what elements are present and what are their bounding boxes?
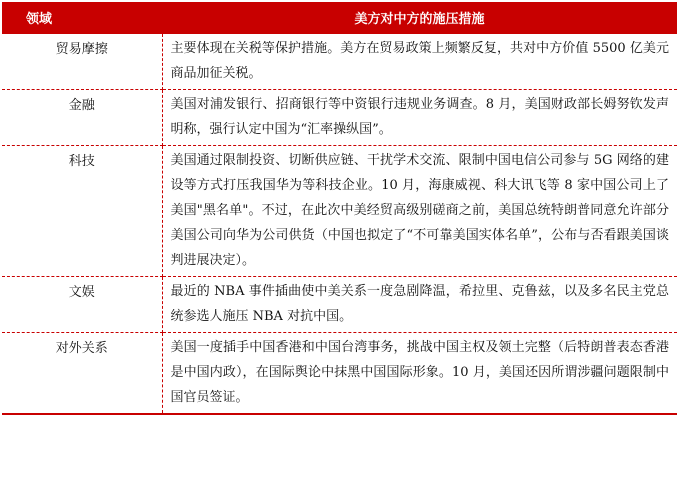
row-domain-finance: 金融: [2, 90, 162, 146]
row-measures-foreign-relations: 美国一度插手中国香港和中国台湾事务，挑战中国主权及领土完整（后特朗普表态香港是中国内政），在国际舆论中抹黑中国国际形象。10 月，美国还因所谓涉疆问题限制中国官员签证。: [162, 333, 677, 415]
pressure-measures-table: [2, 2, 677, 415]
table-row: [2, 277, 677, 333]
row-measures-trade: 主要体现在关税等保护措施。美方在贸易政策上频繁反复，共对中方价值 5500 亿美元商品加征关税。: [162, 33, 677, 90]
row-measures-tech: 美国通过限制投资、切断供应链、干扰学术交流、限制中国电信公司参与 5G 网络的建设等方式打压我国华为等科技企业。10 月，海康威视、科大讯飞等 8 家中国公司上了美国"黑名单"。不过，在此次中美经贸高级别磋商之前，美国总统特朗普同意允许部分美国公司向华为公司供货（中国也拟定了“不可靠美国实体名单”，公布与否看跟美国谈判进展决定）。: [162, 146, 677, 277]
header-measures: 美方对中方的施压措施: [162, 2, 677, 33]
row-domain-tech: 科技: [2, 146, 162, 277]
table-row: [2, 90, 677, 146]
table-row: [2, 333, 677, 415]
header-domain: 领域: [2, 2, 162, 33]
table-row: [2, 33, 677, 90]
row-domain-foreign-relations: 对外关系: [2, 333, 162, 415]
row-measures-finance: 美国对浦发银行、招商银行等中资银行违规业务调查。8 月，美国财政部长姆努钦发声明称，强行认定中国为“汇率操纵国”。: [162, 90, 677, 146]
table-row: [2, 146, 677, 277]
row-measures-entertainment: 最近的 NBA 事件插曲使中美关系一度急剧降温，希拉里、克鲁兹，以及多名民主党总统参选人施压 NBA 对抗中国。: [162, 277, 677, 333]
table-header-row: [2, 2, 677, 33]
row-domain-trade: 贸易摩擦: [2, 33, 162, 90]
row-domain-entertainment: 文娱: [2, 277, 162, 333]
